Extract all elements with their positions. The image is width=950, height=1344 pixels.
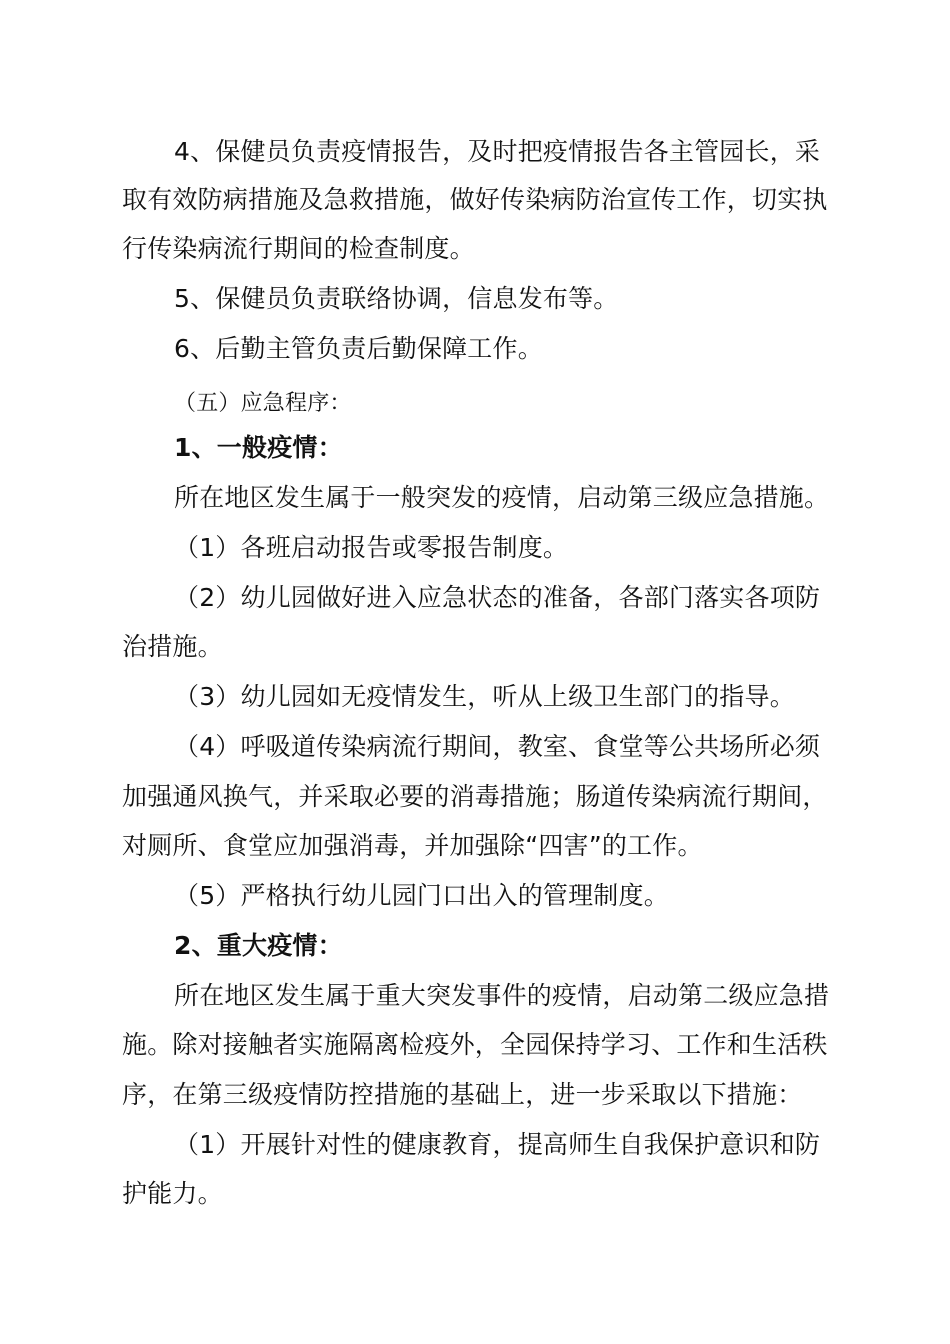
paragraph-line: 治措施。 [122,632,223,661]
paragraph-line: （5）严格执行幼儿园门口出入的管理制度。 [174,881,669,910]
paragraph-line: 施。除对接触者实施隔离检疫外，全园保持学习、工作和生活秩 [122,1030,828,1059]
paragraph-line: （3）幼儿园如无疫情发生，听从上级卫生部门的指导。 [174,682,795,711]
paragraph-line: 所在地区发生属于一般突发的疫情，启动第三级应急措施。 [174,483,830,512]
paragraph-line: 序，在第三级疫情防控措施的基础上，进一步采取以下措施： [122,1080,803,1109]
paragraph-line: （1）各班启动报告或零报告制度。 [174,533,569,562]
paragraph-line: （1）开展针对性的健康教育，提高师生自我保护意识和防 [174,1130,821,1159]
paragraph-line: 6、后勤主管负责后勤保障工作。 [174,334,543,363]
subsection-heading: 1、一般疫情： [174,433,343,462]
paragraph-line: 4、保健员负责疫情报告，及时把疫情报告各主管园长，采 [174,137,821,166]
paragraph-line: 行传染病流行期间的检查制度。 [122,234,475,263]
paragraph-line: （2）幼儿园做好进入应急状态的准备，各部门落实各项防 [174,583,821,612]
paragraph-line: 对厕所、食堂应加强消毒，并加强除“四害”的工作。 [122,831,703,860]
paragraph-line: 护能力。 [122,1179,223,1208]
paragraph-line: 取有效防病措施及急救措施，做好传染病防治宣传工作，切实执 [122,185,828,214]
subsection-heading: 2、重大疫情： [174,931,343,960]
paragraph-line: 5、保健员负责联络协调，信息发布等。 [174,284,619,313]
paragraph-line: 加强通风换气，并采取必要的消毒措施；肠道传染病流行期间， [122,782,828,811]
section-heading: （五）应急程序： [174,391,352,416]
paragraph-line: 所在地区发生属于重大突发事件的疫情，启动第二级应急措 [174,981,830,1010]
paragraph-line: （4）呼吸道传染病流行期间，教室、食堂等公共场所必须 [174,732,821,761]
